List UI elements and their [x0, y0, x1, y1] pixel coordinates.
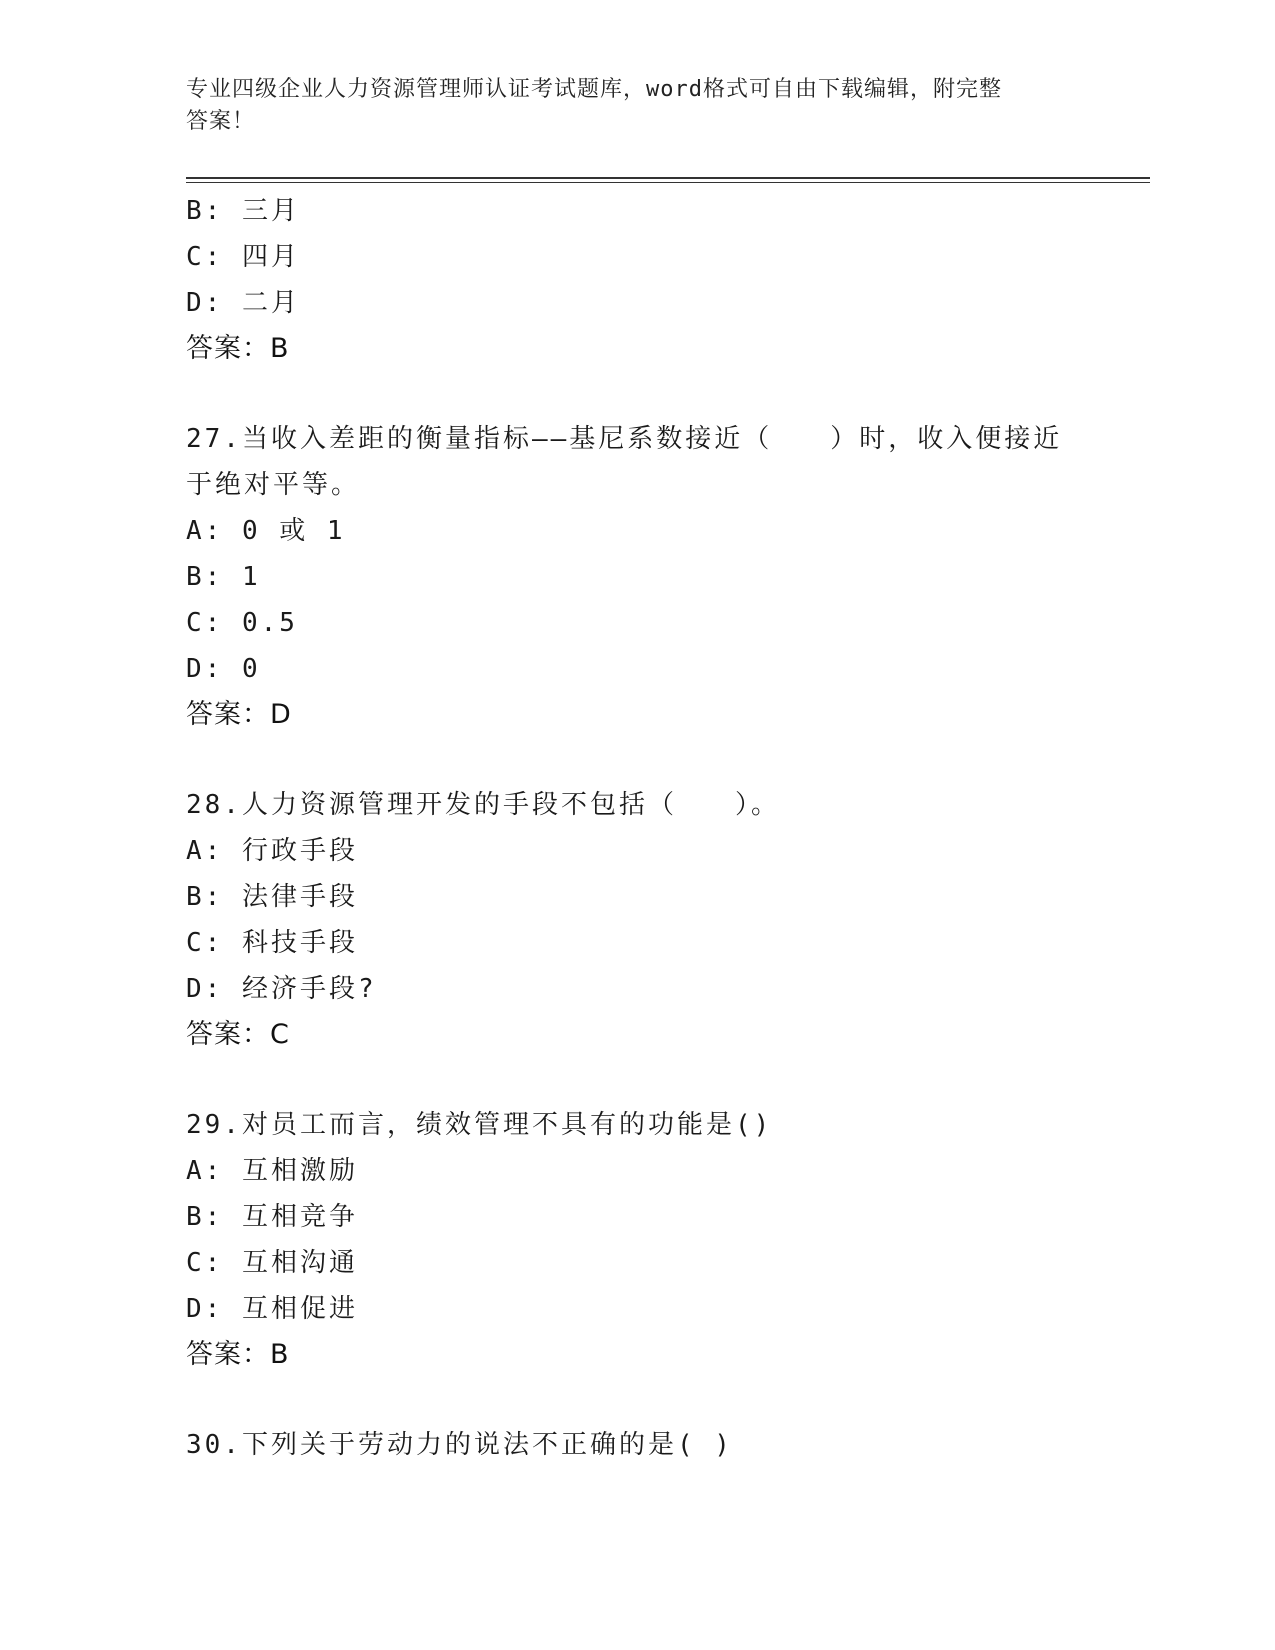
spacer	[186, 1058, 1086, 1102]
spacer	[186, 1378, 1086, 1422]
answer-label: 答案：C	[186, 1019, 290, 1050]
question-29	[186, 1102, 1086, 1378]
question-26-continued	[186, 188, 1086, 372]
option-b: B: 1	[186, 562, 261, 592]
option-a: A: 0 或 1	[186, 516, 346, 546]
answer-label: 答案：D	[186, 699, 292, 730]
question-text-line-2: 于绝对平等。	[186, 470, 361, 500]
header-line-1: 专业四级企业人力资源管理师认证考试题库，word格式可自由下载编辑，附完整	[186, 77, 1002, 102]
option-c: C: 互相沟通	[186, 1248, 358, 1278]
question-text: 28.人力资源管理开发的手段不包括（ ）。	[186, 790, 780, 820]
option-a: A: 行政手段	[186, 836, 358, 866]
question-27	[186, 416, 1086, 738]
header-rule-thick	[186, 177, 1150, 179]
question-text-line-1: 27.当收入差距的衡量指标——基尼系数接近（ ）时，收入便接近	[186, 424, 1063, 454]
answer-label: 答案：B	[186, 333, 290, 364]
option-c: C: 科技手段	[186, 928, 358, 958]
question-30	[186, 1422, 1086, 1468]
option-d: D: 经济手段?	[186, 974, 377, 1004]
option-c: C: 四月	[186, 242, 300, 272]
header-line-2: 答案！	[186, 109, 256, 134]
document-header	[186, 74, 1066, 138]
question-28	[186, 782, 1086, 1058]
option-d: D: 0	[186, 654, 261, 684]
spacer	[186, 738, 1086, 782]
question-content	[186, 188, 1086, 1468]
question-text: 29.对员工而言，绩效管理不具有的功能是()	[186, 1110, 773, 1140]
answer-label: 答案：B	[186, 1339, 290, 1370]
header-rule-thin	[186, 182, 1150, 183]
option-d: D: 二月	[186, 288, 300, 318]
option-d: D: 互相促进	[186, 1294, 358, 1324]
option-b: B: 法律手段	[186, 882, 358, 912]
spacer	[186, 372, 1086, 416]
option-a: A: 互相激励	[186, 1156, 358, 1186]
option-b: B: 三月	[186, 196, 300, 226]
option-c: C: 0.5	[186, 608, 298, 638]
option-b: B: 互相竞争	[186, 1202, 358, 1232]
question-text: 30.下列关于劳动力的说法不正确的是( )	[186, 1430, 733, 1460]
